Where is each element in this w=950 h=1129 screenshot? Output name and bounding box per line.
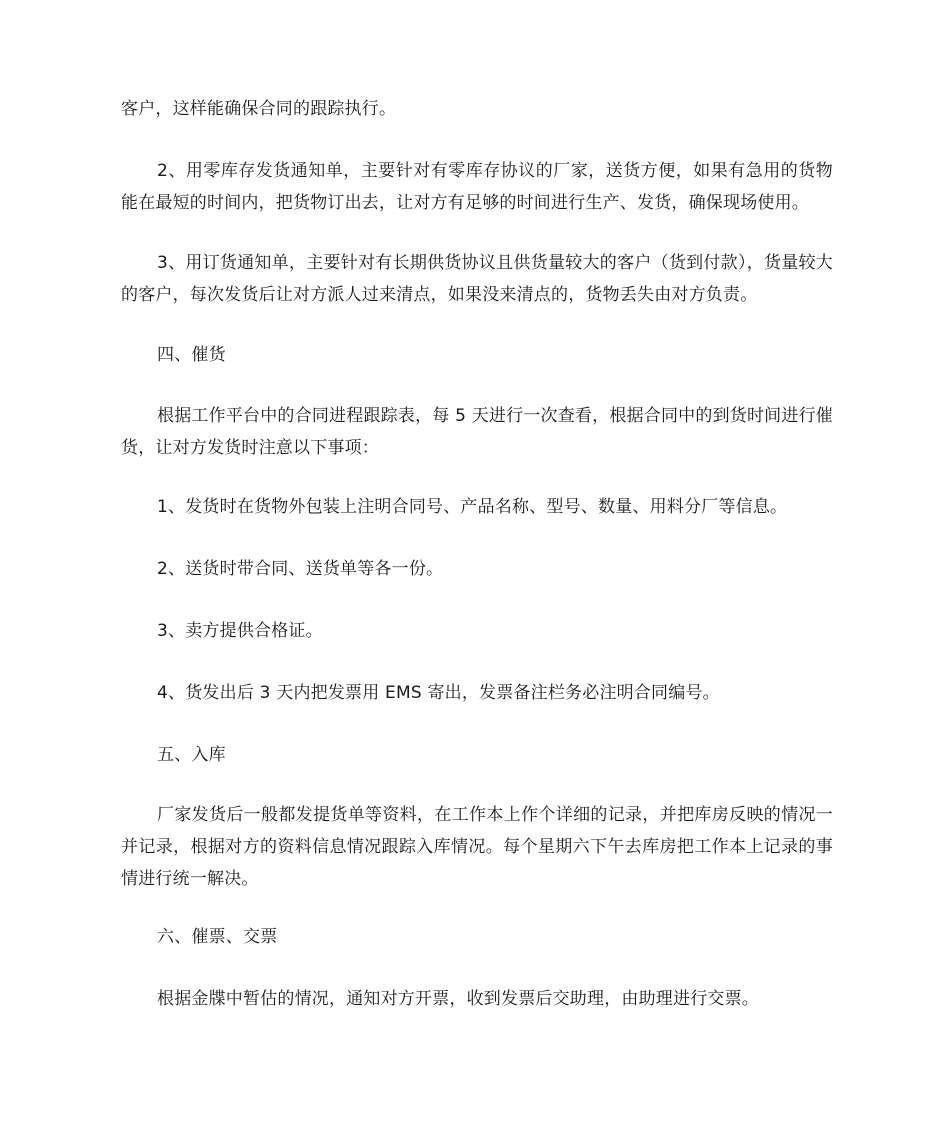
paragraph-continuation: 客户，这样能确保合同的跟踪执行。 bbox=[121, 99, 397, 119]
list-item-4: 4、货发出后 3 天内把发票用 EMS 寄出，发票备注栏务必注明合同编号。 bbox=[157, 683, 720, 703]
paragraph-body: 根据金牒中暂估的情况，通知对方开票，收到发票后交助理，由助理进行交票。 bbox=[157, 989, 759, 1009]
paragraph-body: 根据工作平台中的合同进程跟踪表，每 5 天进行一次查看，根据合同中的到货时间进行催货，让对方发货时注意以下事项： bbox=[121, 406, 833, 458]
list-item-1: 1、发货时在货物外包装上注明合同号、产品名称、型号、数量、用料分厂等信息。 bbox=[157, 497, 788, 517]
paragraph-item-2: 2、用零库存发货通知单，主要针对有零库存协议的厂家，送货方便，如果有急用的货物能在最短的时间内，把货物订出去，让对方有足够的时间进行生产、发货，确保现场使用。 bbox=[121, 161, 833, 213]
list-item-3: 3、卖方提供合格证。 bbox=[157, 621, 323, 641]
paragraph-item-3: 3、用订货通知单，主要针对有长期供货协议且供货量较大的客户（货到付款），货量较大的客户，每次发货后让对方派人过来清点，如果没来清点的，货物丢失由对方负责。 bbox=[121, 253, 833, 305]
section-heading-5: 五、入库 bbox=[157, 745, 226, 765]
section-heading-6: 六、催票、交票 bbox=[157, 927, 278, 947]
list-item-2: 2、送货时带合同、送货单等各一份。 bbox=[157, 559, 444, 579]
section-heading-4: 四、催货 bbox=[157, 345, 226, 365]
paragraph-body: 厂家发货后一般都发提货单等资料，在工作本上作个详细的记录，并把库房反映的情况一并记录，根据对方的资料信息情况跟踪入库情况。每个星期六下午去库房把工作本上记录的事情进行统一解决。 bbox=[121, 805, 833, 889]
